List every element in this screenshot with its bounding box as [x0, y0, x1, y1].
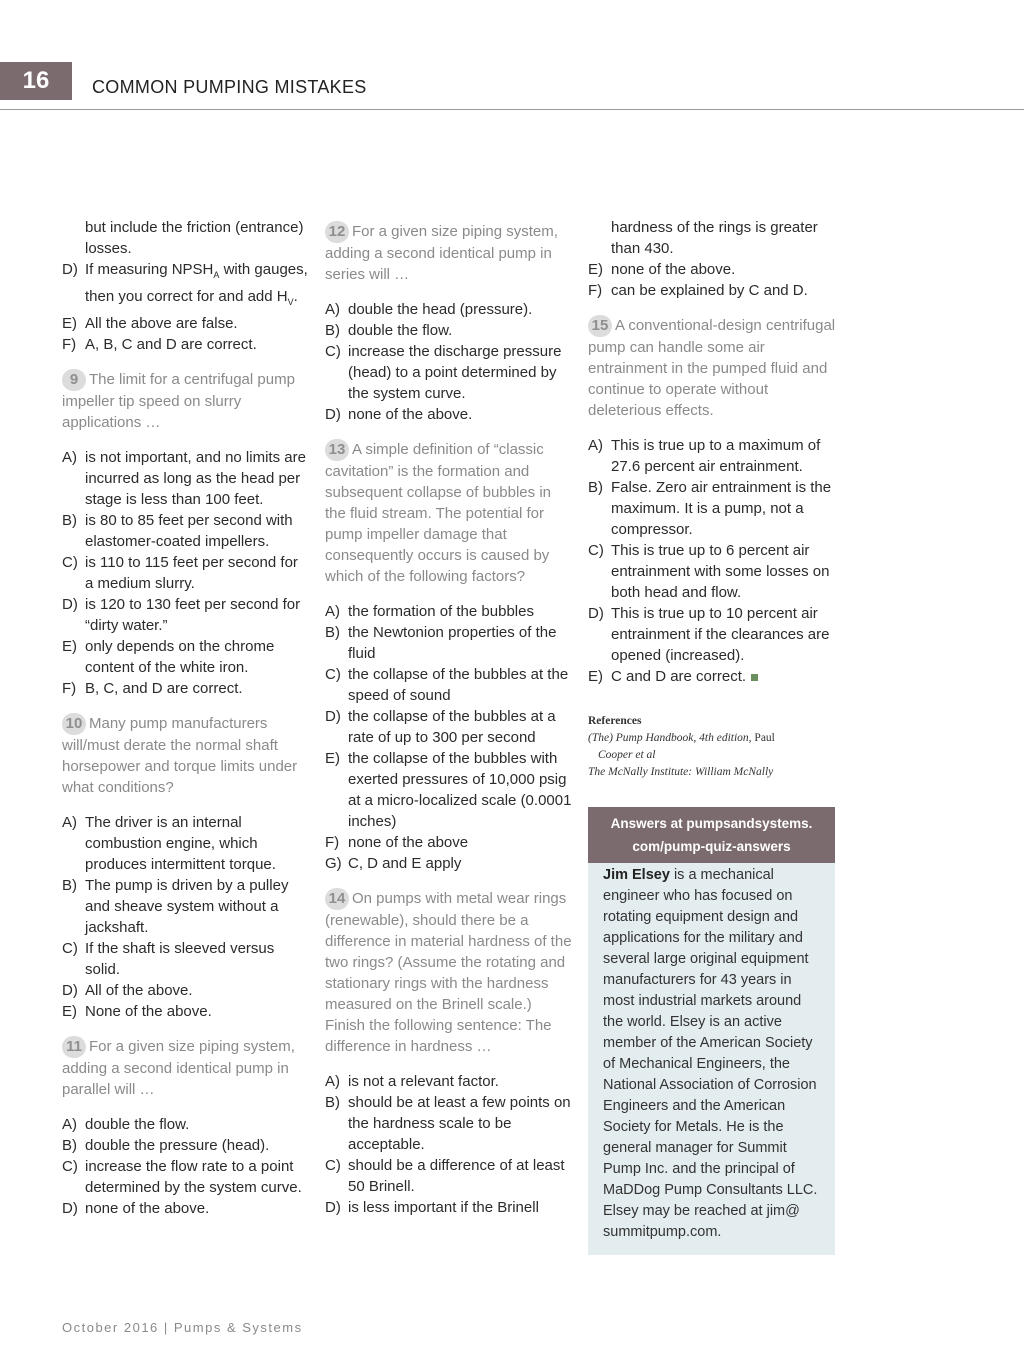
option: [325, 664, 573, 706]
question-12-options: [325, 299, 573, 425]
question-13-options: [325, 601, 573, 874]
option: [325, 601, 573, 622]
question-number-badge: 14: [325, 888, 349, 910]
column-2: [325, 217, 573, 1218]
option: [62, 594, 310, 636]
references: [588, 713, 836, 781]
option-text-pre: If measuring NPSH: [85, 261, 214, 278]
option-letter: F): [588, 282, 603, 299]
option: [325, 1092, 573, 1155]
subscript-a: A: [213, 270, 220, 280]
reference-author: Paul: [751, 732, 775, 744]
option: [62, 1156, 310, 1198]
option-text: the collapse of the bubbles at a rate of up to 300 per second: [348, 708, 556, 746]
option-text: none of the above.: [85, 1200, 210, 1217]
option-text: This is true up to 6 percent air entrainment with some losses on both head and flow.: [611, 542, 830, 601]
option: [62, 1198, 310, 1219]
option-text: This is true up to 10 percent air entrainment if the clearances are opened (increased).: [611, 605, 830, 664]
question-14-options: [325, 1071, 573, 1218]
previous-question-options: [588, 259, 836, 301]
option-letter: D): [325, 708, 341, 725]
option: [325, 1071, 573, 1092]
option-letter: C): [325, 1157, 341, 1174]
option-text: the collapse of the bubbles with exerted pressures of 10,000 psig at a micro-localized scale (0.0001 inches): [348, 750, 572, 830]
reference-title: (The) Pump Handbook, 4th edition,: [588, 732, 752, 744]
option: [325, 853, 573, 874]
reference-1: [588, 730, 836, 747]
option-letter: F): [62, 680, 77, 697]
option-text: C, D and E apply: [348, 855, 462, 872]
option: [588, 435, 836, 477]
option-letter: F): [325, 834, 340, 851]
option-letter: B): [62, 1137, 77, 1154]
question-text: For a given size piping system, adding a second identical pump in parallel will …: [62, 1038, 295, 1098]
option: [325, 341, 573, 404]
option-letter: D): [62, 982, 78, 999]
footer-issue: October 2016: [62, 1320, 159, 1335]
option-text: A, B, C and D are correct.: [85, 336, 257, 353]
option-letter: C): [325, 666, 341, 683]
option-text: [611, 666, 836, 687]
option-text: should be a difference of at least 50 Brinell.: [348, 1157, 565, 1195]
option-text-body: C and D are correct.: [611, 668, 747, 685]
question-text: On pumps with metal wear rings (renewable), should there be a difference in material hardness of the two rings? (Assume the rotating and stationary rings with the hardness measured on the Brinell scale.): [325, 890, 572, 1013]
question-13: [325, 439, 573, 587]
option-text: double the flow.: [85, 1116, 190, 1133]
continued-text: hardness of the rings is greater than 430.: [611, 219, 818, 257]
question-text: A conventional-design centrifugal pump can handle some air entrainment in the pumped fluid and continue to operate without deleterious effects.: [588, 317, 836, 419]
option-text: increase the flow rate to a point determined by the system curve.: [85, 1158, 302, 1196]
option-text: none of the above.: [611, 261, 736, 278]
question-number-badge: 11: [62, 1036, 86, 1058]
option-letter: A): [62, 814, 77, 831]
question-9-options: [62, 447, 310, 699]
option-text: is 80 to 85 feet per second with elastomer-coated impellers.: [85, 512, 293, 550]
option-text: increase the discharge pressure (head) to a point determined by the system curve.: [348, 343, 562, 402]
option-text: the formation of the bubbles: [348, 603, 534, 620]
question-15-options: [588, 435, 836, 687]
option: [325, 832, 573, 853]
option-letter: D): [62, 1200, 78, 1217]
option-letter: E): [588, 261, 603, 278]
option: [325, 1155, 573, 1197]
option-letter: D): [588, 605, 604, 622]
option: [62, 938, 310, 980]
option: [325, 404, 573, 425]
option-letter: A): [62, 1116, 77, 1133]
option-letter: A): [325, 1073, 340, 1090]
question-text: Many pump manufacturers will/must derate the normal shaft horsepower and torque limits under what conditions?: [62, 715, 298, 796]
option-text: is 110 to 115 feet per second for a medium slurry.: [85, 554, 298, 592]
option-letter: C): [62, 940, 78, 957]
footer: [62, 1320, 303, 1335]
option: [588, 259, 836, 280]
option: [325, 622, 573, 664]
option: [62, 447, 310, 510]
option: [62, 636, 310, 678]
option-text: is not important, and no limits are incurred as long as the head per stage is less than 100 feet.: [85, 449, 306, 508]
option-text: All the above are false.: [85, 315, 238, 332]
option-letter: B): [62, 877, 77, 894]
option-letter: C): [62, 554, 78, 571]
answers-heading-line-2: com/pump-quiz-answers: [632, 839, 791, 854]
option-letter: B): [325, 624, 340, 641]
option-letter: F): [62, 336, 77, 353]
option-text: none of the above: [348, 834, 469, 851]
option-letter: E): [62, 315, 77, 332]
question-number-badge: 9: [62, 369, 86, 391]
question-text: For a given size piping system, adding a second identical pump in series will …: [325, 223, 558, 283]
question-15: [588, 315, 836, 421]
option: [588, 603, 836, 666]
option-letter: B): [325, 1094, 340, 1111]
option: [62, 552, 310, 594]
subscript-v: V: [287, 297, 294, 307]
option-letter: E): [588, 668, 603, 685]
option-text: B, C, and D are correct.: [85, 680, 243, 697]
column-1: [62, 217, 310, 1219]
option-text: double the pressure (head).: [85, 1137, 270, 1154]
section-title: COMMON PUMPING MISTAKES: [92, 77, 367, 97]
end-of-article-icon: [751, 674, 758, 681]
option: [325, 706, 573, 748]
option: [588, 540, 836, 603]
header-divider: [0, 109, 1024, 110]
option-text: double the flow.: [348, 322, 453, 339]
option-text: only depends on the chrome content of the white iron.: [85, 638, 275, 676]
option-letter: E): [325, 750, 340, 767]
option-letter: D): [62, 261, 78, 278]
option-text: None of the above.: [85, 1003, 212, 1020]
option-letter: C): [588, 542, 604, 559]
option: [588, 280, 836, 301]
question-text: A simple definition of “classic cavitation” is the formation and subsequent collapse of bubbles in the fluid stream. The potential for pump impeller damage that consequently occurs is caused by which of the following factors?: [325, 441, 551, 585]
question-10-options: [62, 812, 310, 1022]
question-number-badge: 13: [325, 439, 349, 461]
references-heading: References: [588, 715, 642, 727]
author-bio: [588, 863, 835, 1255]
footer-publication: Pumps & Systems: [173, 1320, 303, 1335]
option-letter: B): [588, 479, 603, 496]
question-11: [62, 1036, 310, 1100]
option-letter: A): [325, 301, 340, 318]
option-text: is not a relevant factor.: [348, 1073, 499, 1090]
option-text: the Newtonion properties of the fluid: [348, 624, 557, 662]
option-text: the collapse of the bubbles at the speed of sound: [348, 666, 569, 704]
question-14-followup: Finish the following sentence: The difference in hardness …: [325, 1017, 552, 1055]
question-9: [62, 369, 310, 433]
footer-separator: |: [158, 1320, 174, 1335]
option-text: The driver is an internal combustion engine, which produces intermittent torque.: [85, 814, 276, 873]
bio-text: is a mechanical engineer who has focused on rotating equipment design and applications for the military and several large original equipment manufacturers for 43 years in most industrial markets around the world. Elsey is an active member of the American Society of Mechanical Engineers, the National Association of Corrosion Engineers and the American Society for Metals. He is the general manager for Summit Pump Inc. and the principal of MaDDog Pump Consultants LLC. Elsey may be reached at jim@ summitpump.com.: [603, 867, 818, 1240]
option: [325, 748, 573, 832]
option-text: should be at least a few points on the hardness scale to be acceptable.: [348, 1094, 571, 1153]
reference-1-cont: Cooper et al: [598, 749, 656, 761]
question-11-options: [62, 1114, 310, 1219]
option: [62, 980, 310, 1001]
option: [62, 678, 310, 699]
option-text-post: .: [293, 288, 298, 305]
option-letter: D): [325, 1199, 341, 1216]
option-d: [62, 259, 310, 313]
option-f: [62, 334, 310, 355]
option-text: can be explained by C and D.: [611, 282, 808, 299]
option-text: This is true up to a maximum of 27.6 percent air entrainment.: [611, 437, 821, 475]
option-text: False. Zero air entrainment is the maximum. It is a pump, not a compressor.: [611, 479, 832, 538]
answers-heading: [588, 807, 835, 863]
option-text: [85, 259, 310, 313]
option: [588, 477, 836, 540]
option-letter: D): [62, 596, 78, 613]
option: [62, 1001, 310, 1022]
answers-heading-line-1: Answers at pumpsandsystems.: [610, 816, 813, 831]
option-text: is 120 to 130 feet per second for “dirty water.”: [85, 596, 301, 634]
option-text: The pump is driven by a pulley and sheave system without a jackshaft.: [85, 877, 289, 936]
option-text: If the shaft is sleeved versus solid.: [85, 940, 275, 978]
question-14: [325, 888, 573, 1015]
option-letter: A): [588, 437, 603, 454]
option-letter: C): [325, 343, 341, 360]
answers-box: [588, 807, 835, 1255]
option: [62, 812, 310, 875]
author-name: Jim Elsey: [603, 867, 670, 883]
option: [325, 320, 573, 341]
option: [62, 1135, 310, 1156]
question-text: The limit for a centrifugal pump impeller tip speed on slurry applications …: [62, 371, 295, 431]
column-3: [588, 217, 836, 1255]
question-number-badge: 12: [325, 221, 349, 243]
option-letter: G): [325, 855, 342, 872]
question-12: [325, 221, 573, 285]
option-letter: E): [62, 638, 77, 655]
option-letter: C): [62, 1158, 78, 1175]
question-number-badge: 10: [62, 713, 86, 735]
option-letter: E): [62, 1003, 77, 1020]
reference-2: The McNally Institute: William McNally: [588, 766, 774, 778]
option-text: is less important if the Brinell: [348, 1199, 539, 1216]
previous-question-options: [62, 259, 310, 355]
option-letter: B): [325, 322, 340, 339]
option: [325, 1197, 573, 1218]
option-text: All of the above.: [85, 982, 193, 999]
continued-text: but include the friction (entrance) losses.: [85, 219, 304, 257]
page-number: 16: [0, 62, 72, 100]
option-text: double the head (pressure).: [348, 301, 533, 318]
option-text-mid: with gauges, then you correct for and add H: [85, 261, 308, 305]
option-e: [62, 313, 310, 334]
option-letter: A): [62, 449, 77, 466]
option: [588, 666, 836, 687]
option: [325, 299, 573, 320]
option: [62, 875, 310, 938]
option: [62, 1114, 310, 1135]
option-text: none of the above.: [348, 406, 473, 423]
option-letter: A): [325, 603, 340, 620]
question-number-badge: 15: [588, 315, 612, 337]
option: [62, 510, 310, 552]
option-letter: D): [325, 406, 341, 423]
option-letter: B): [62, 512, 77, 529]
question-10: [62, 713, 310, 798]
